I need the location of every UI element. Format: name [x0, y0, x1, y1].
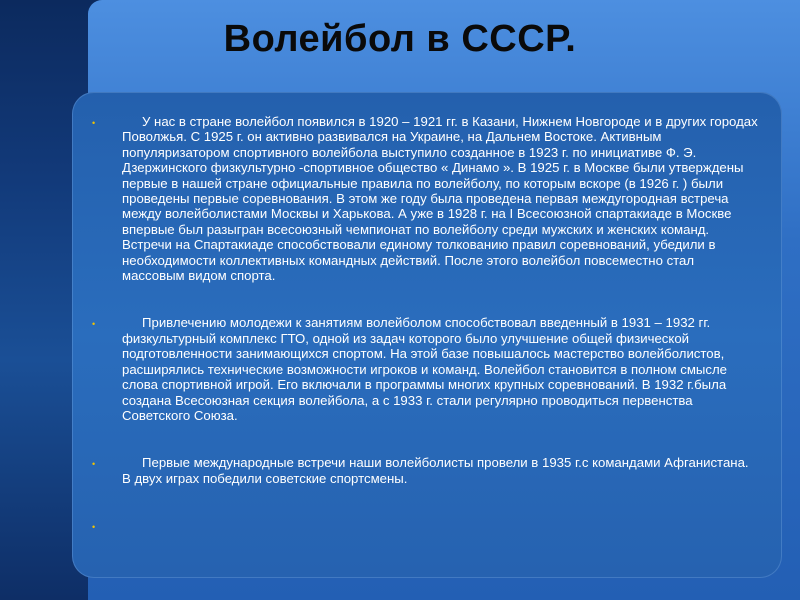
paragraph-text: У нас в стране волейбол появился в 1920 – 1921 гг. в Казани, Нижнем Новгороде и в других городах Поволжья. С 1925 г. он активно развивался на Украине, на Дальнем Востоке. Активным популяризатором спортивного волейбола выступило созданное в 1923 г. по инициативе Ф. Э. Дзержинского физкультурно -спортивное общество « Динамо ». В 1925 г. в Москве были утверждены первые в нашей стране официальные правила по волейболу, по которым вскоре (в 1926 г. ) были проведены первые соревнования. В этом же году была проведена первая междугородная встреча между волейболистами Москвы и Харькова. А уже в 1928 г. на I Всесоюзной спартакиаде в Москве впервые был разыгран всесоюзный чемпионат по волейболу среди мужских и женских команд. Встречи на Спартакиаде способствовали единому толкованию правил соревнований, убедили в необходимости коллективных командных действий. После этого волейбол повсеместно стал массовым видом спорта. [122, 114, 758, 284]
paragraph-empty [92, 518, 758, 532]
paragraph-1 [92, 114, 758, 283]
bullet-icon: • [92, 459, 96, 470]
paragraph-text: Привлечению молодежи к занятиям волейболом способствовал введенный в 1931 – 1932 гг. физкультурный комплекс ГТО, одной из задач которого было улучшение общей физической подготовленности занимающихся спортом. На этой базе повышалось мастерство волейболистов, расширялись технические возможности игроков и команд. Волейбол становится в полном смысле слова спортивной игрой. Его включали в программы многих крупных соревнований. В 1932 г.была создана Всесоюзная секция волейбола, а с 1933 г. стали регулярно проводиться первенства Советского Союза. [122, 315, 727, 423]
paragraph-text: Первые международные встречи наши волейболисты провели в 1935 г.с командами Афганистана. В двух играх победили советские спортсмены. [122, 455, 749, 486]
slide-title: Волейбол в СССР. [223, 18, 577, 60]
bullet-icon: • [92, 118, 96, 128]
bullet-icon: • [92, 319, 96, 330]
paragraph-3 [92, 455, 758, 486]
bullet-icon: • [92, 522, 96, 533]
paragraph-2 [92, 315, 758, 423]
slide-body [92, 114, 758, 532]
